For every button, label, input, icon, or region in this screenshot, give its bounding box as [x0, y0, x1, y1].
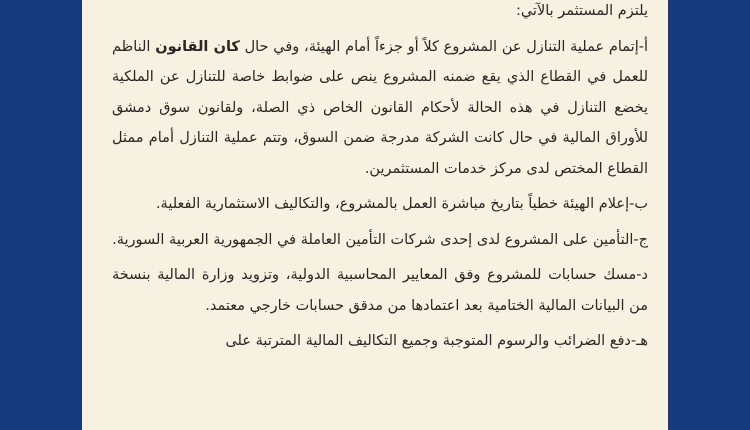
- clause-c: [112, 225, 648, 256]
- clause-text: إعلام الهيئة خطياً بتاريخ مباشرة العمل بالمشروع، والتكاليف الاستثمارية الفعلية.: [155, 196, 630, 212]
- clause-text: إتمام عملية التنازل عن المشروع كلاً أو جزءاً أمام الهيئة، وفي حال: [239, 38, 639, 55]
- clause-text: مسك حسابات للمشروع وفق المعايير المحاسبية الدولية، وتزويد وزارة المالية بنسخة من البيانات المالية الختامية بعد اعتمادها من مدقق حسابات خارجي معتمد.: [112, 267, 648, 314]
- intro-line: يلتزم المستثمر بالآتي:: [515, 3, 648, 19]
- clause-marker: د-: [636, 267, 648, 283]
- clause-text: التأمين على المشروع لدى إحدى شركات التأمين العاملة في الجمهورية العربية السورية.: [112, 231, 634, 248]
- document-body: [112, 0, 648, 362]
- clause-text: دفع الضرائب والرسوم المتوجبة وجميع التكاليف المالية المترتبة على: [225, 333, 631, 349]
- clause-marker: هـ-: [630, 333, 648, 349]
- clause-d: [112, 260, 648, 321]
- clause-e: [112, 326, 648, 357]
- document-page: [82, 0, 668, 430]
- clause-text-continued: الناظم للعمل في القطاع الذي يقع ضمنه المشروع ينص على ضوابط خاصة للتنازل عن الملكية يخضع التنازل في هذه الحالة لأحكام القانون الخاص ذي الصلة، ولقانون سوق دمشق للأوراق المالية في حال كانت الشركة مدرجة ضمن السوق، وتتم عملية التنازل أمام ممثل القطاع المختص لدى مركز خدمات المستثمرين.: [112, 38, 648, 177]
- clause-bold-text: كان القانون: [155, 38, 240, 55]
- clause-a: [112, 32, 648, 185]
- clause-marker: ب-: [629, 196, 648, 212]
- clause-marker: أ-: [638, 38, 648, 55]
- clause-b: [112, 189, 648, 220]
- clause-marker: ج-: [633, 231, 648, 248]
